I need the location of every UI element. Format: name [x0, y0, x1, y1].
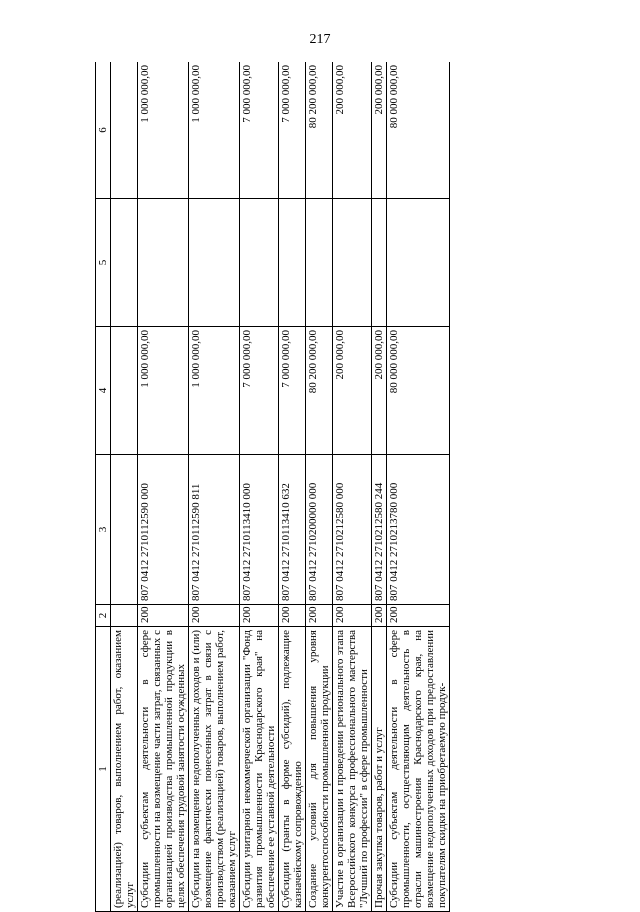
table-row	[111, 62, 138, 912]
row-kbk: 807 0412 2710113410 632	[279, 455, 306, 605]
row-col4: 7 000 000,00	[279, 327, 306, 455]
table-row	[138, 62, 189, 912]
row-name: Субсидии (гранты в форме субсидий), подлежащие казначейскому сопровождению	[279, 627, 306, 912]
row-code: 200	[372, 605, 387, 627]
row-kbk: 807 0412 2710113410 000	[240, 455, 279, 605]
row-col6: 7 000 000,00	[279, 62, 306, 199]
row-col6: 80 000 000,00	[387, 62, 450, 199]
header-cell: 1	[96, 627, 111, 912]
row-col4: 80 000 000,00	[387, 327, 450, 455]
row-name: Субсидии унитарной некоммерческой организации "Фонд развития промышленности Краснодарского края" на обеспечение ее уставной деятельности	[240, 627, 279, 912]
table-row	[306, 62, 333, 912]
row-name: Прочая закупка товаров, работ и услуг	[372, 627, 387, 912]
row-kbk: 807 0412 2710212580 244	[372, 455, 387, 605]
row-col5	[387, 199, 450, 327]
row-col5	[138, 199, 189, 327]
row-code: 200	[387, 605, 450, 627]
row-col4: 80 200 000,00	[306, 327, 333, 455]
row-code: 200	[279, 605, 306, 627]
row-col4: 7 000 000,00	[240, 327, 279, 455]
row-code: 200	[240, 605, 279, 627]
row-col6: 7 000 000,00	[240, 62, 279, 199]
row-kbk: 807 0412 2710212580 000	[333, 455, 372, 605]
row-name: Субсидии на возмещение недополученных доходов и (или) возмещение фактически понесенных затрат в связи с производством (реализацией) товаров, выполнением работ, оказанием услуг	[189, 627, 240, 912]
row-col5	[240, 199, 279, 327]
table-row	[333, 62, 372, 912]
row-col5	[111, 199, 138, 327]
row-col4: 200 000,00	[333, 327, 372, 455]
row-col4	[111, 327, 138, 455]
header-cell: 5	[96, 199, 111, 327]
page-number: 217	[309, 32, 331, 47]
table-row	[372, 62, 387, 912]
table-row	[240, 62, 279, 912]
row-code: 200	[333, 605, 372, 627]
row-kbk: 807 0412 2710112590 000	[138, 455, 189, 605]
row-name: Субсидии субъектам деятельности в сфере промышленности, осуществляющим деятельность в отрасли машиностроения Краснодарского края, на возмещение недополученных доходов при предоставлении покупателям скидки на приобретаемую продук-	[387, 627, 450, 912]
row-col6: 80 200 000,00	[306, 62, 333, 199]
row-name: Субсидии субъектам деятельности в сфере промышленности на возмещение части затрат, связанных с организацией производства промышленной продукции в целях обеспечения трудовой занятости осужденных	[138, 627, 189, 912]
row-kbk: 807 0412 2710213780 000	[387, 455, 450, 605]
header-cell: 2	[96, 605, 111, 627]
row-name: (реализацией) товаров, выполнением работ, оказанием услуг	[111, 627, 138, 912]
row-code	[111, 605, 138, 627]
row-col4: 200 000,00	[372, 327, 387, 455]
rotated-table-area	[95, 62, 530, 912]
rotated-table-wrapper	[95, 62, 530, 912]
row-col5	[306, 199, 333, 327]
header-cell: 4	[96, 327, 111, 455]
row-col6: 200 000,00	[372, 62, 387, 199]
row-col6: 1 000 000,00	[189, 62, 240, 199]
row-col6: 1 000 000,00	[138, 62, 189, 199]
row-name: Создание условий для повышения уровня конкурентоспособности промышленной продукции	[306, 627, 333, 912]
header-cell: 3	[96, 455, 111, 605]
budget-table	[95, 62, 450, 912]
row-col4: 1 000 000,00	[189, 327, 240, 455]
row-kbk: 807 0412 2710200000 000	[306, 455, 333, 605]
row-kbk: 807 0412 2710112590 811	[189, 455, 240, 605]
row-col4: 1 000 000,00	[138, 327, 189, 455]
row-name: Участие в организации и проведении регионального этапа Всероссийского конкурса профессионального мастерства "Лучший по профессии" в сфере промышленности	[333, 627, 372, 912]
row-code: 200	[138, 605, 189, 627]
row-code: 200	[306, 605, 333, 627]
header-cell: 6	[96, 62, 111, 199]
row-col6	[111, 62, 138, 199]
row-col5	[279, 199, 306, 327]
row-code: 200	[189, 605, 240, 627]
row-col6: 200 000,00	[333, 62, 372, 199]
header-row	[96, 62, 111, 912]
table-row	[279, 62, 306, 912]
table-row	[189, 62, 240, 912]
row-col5	[189, 199, 240, 327]
row-col5	[372, 199, 387, 327]
table-row	[387, 62, 450, 912]
row-kbk	[111, 455, 138, 605]
row-col5	[333, 199, 372, 327]
